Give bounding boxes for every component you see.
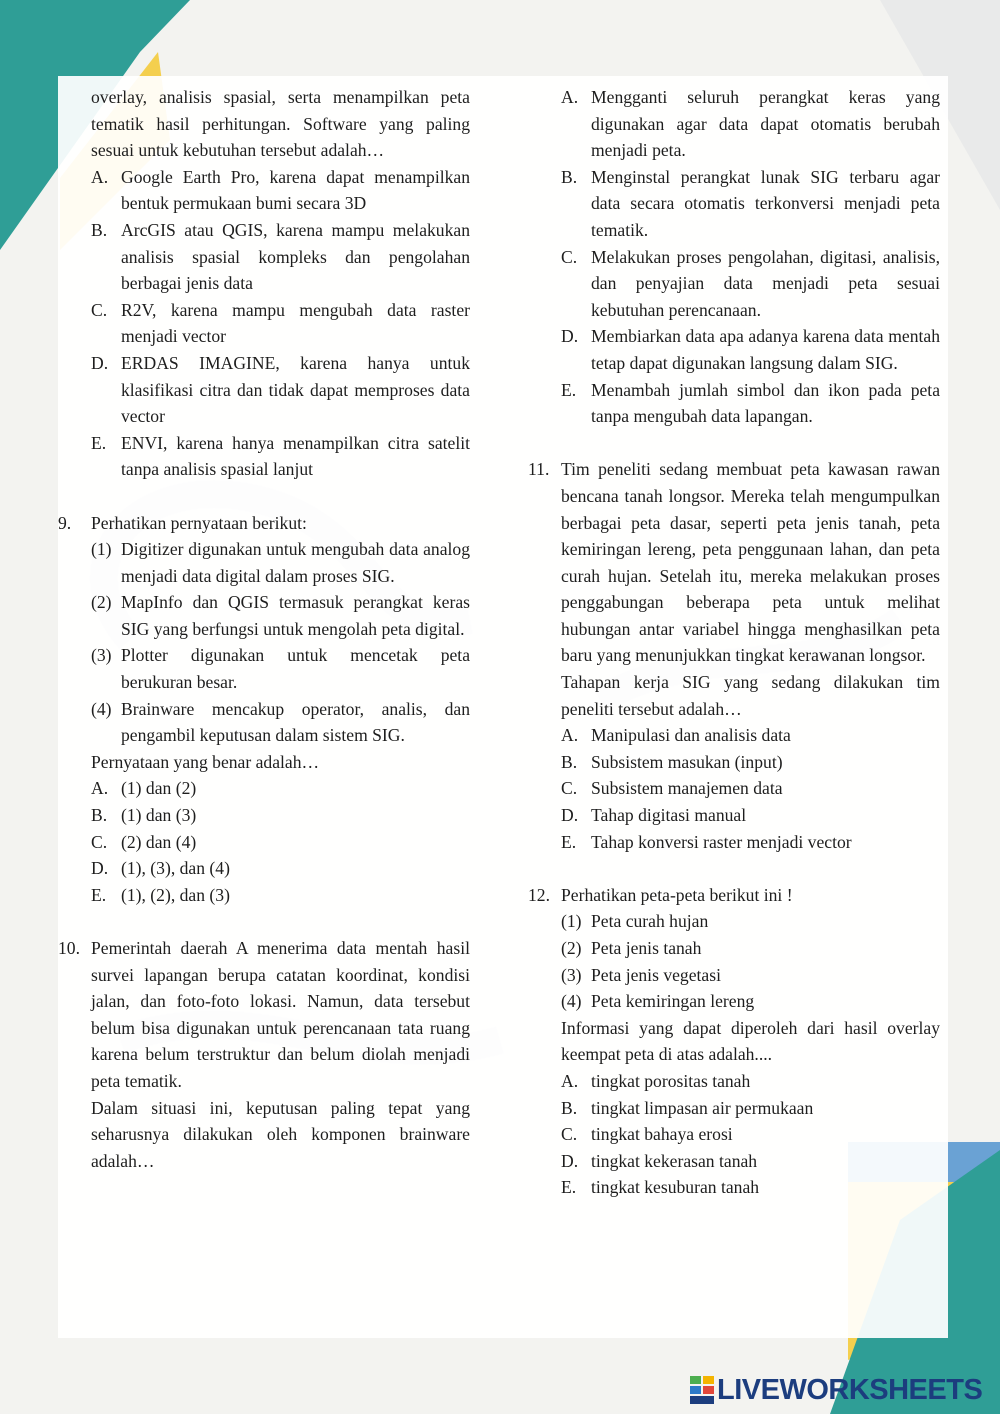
q12-option-a[interactable]: A. tingkat porositas tanah <box>561 1070 751 1091</box>
q9-statement-3: (3) Plotter digunakan untuk mencetak peta berukuran besar. <box>91 645 470 693</box>
q11-number: 11. <box>528 459 550 480</box>
q8-stem-continuation: overlay, analisis spasial, serta menampilkan peta tematik hasil perhitungan. Software yang paling sesuai untuk kebutuhan tersebut adalah… <box>91 87 470 161</box>
q9-stem: 9. Perhatikan pernyataan berikut: <box>58 510 470 537</box>
q12-option-e[interactable]: E. tingkat kesuburan tanah <box>561 1177 760 1198</box>
q12-question: Informasi yang dapat diperoleh dari hasil overlay keempat peta di atas adalah.... <box>561 1017 940 1065</box>
q10-option-a[interactable]: A. Mengganti seluruh perangkat keras yang digunakan agar data dapat otomatis berubah menjadi peta. <box>561 87 940 161</box>
q12-option-c[interactable]: C. tingkat bahaya erosi <box>561 1124 733 1145</box>
left-column <box>58 84 470 1174</box>
q11-stem: 11. Tim peneliti sedang membuat peta kawasan rawan bencana tanah longsor. Mereka telah mengumpulkan berbagai peta dasar, seperti peta jenis tanah, peta kemiringan lereng, peta penggunaan lahan, dan peta curah hujan. Setelah itu, mereka melakukan proses penggabungan beberapa peta untuk melihat hubungan antar variabel hingga menghasilkan peta baru yang menunjukkan tingkat kerawanan longsor. <box>528 456 940 669</box>
liveworksheets-badge-icon <box>690 1376 714 1404</box>
q9-option-a[interactable]: A. (1) dan (2) <box>91 778 197 799</box>
liveworksheets-brand: LIVEWORKSHEETS <box>717 1374 983 1406</box>
q12-statement-2: (2) Peta jenis tanah <box>561 938 702 958</box>
q8-option-b[interactable]: B. ArcGIS atau QGIS, karena mampu melakukan analisis spasial kompleks dan pengolahan berbagai jenis data <box>91 219 470 294</box>
q11-option-a[interactable]: A. Manipulasi dan analisis data <box>561 725 791 746</box>
q11-option-d[interactable]: D. Tahap digitasi manual <box>561 805 747 826</box>
q9-option-c[interactable]: C. (2) dan (4) <box>91 831 197 852</box>
q12-option-b[interactable]: B. tingkat limpasan air permukaan <box>561 1097 814 1118</box>
q10-number: 10. <box>58 938 80 958</box>
q9-question: Pernyataan yang benar adalah… <box>91 751 320 772</box>
q10-question: Dalam situasi ini, keputusan paling tepat yang seharusnya dilakukan oleh komponen brainware adalah… <box>91 1097 470 1171</box>
q9-option-b[interactable]: B. (1) dan (3) <box>91 805 197 826</box>
q8-option-c[interactable]: C. R2V, karena mampu mengubah data raster menjadi vector <box>91 299 470 347</box>
q8-options <box>58 164 470 483</box>
q10-stem: 10. Pemerintah daerah A menerima data mentah hasil survei lapangan berupa catatan koordinat, kondisi jalan, dan foto-foto lokasi. Namun, data tersebut belum bisa digunakan untuk perencanaan tata ruang karena belum terstruktur dan belum diolah menjadi peta tematik. <box>58 935 470 1095</box>
q8-option-d[interactable]: D. ERDAS IMAGINE, karena hanya untuk klasifikasi citra dan tidak dapat memproses data vector <box>91 352 470 427</box>
q12-statement-1: (1) Peta curah hujan <box>561 911 709 932</box>
q12-stem: 12. Perhatikan peta-peta berikut ini ! <box>528 882 940 909</box>
q9-statement-1: (1) Digitizer digunakan untuk mengubah data analog menjadi data digital dalam proses SIG. <box>91 539 470 586</box>
q9-statement-2: (2) MapInfo dan QGIS termasuk perangkat keras SIG yang berfungsi untuk mengolah peta digital. <box>91 592 470 639</box>
q11-option-c[interactable]: C. Subsistem manajemen data <box>561 778 783 799</box>
q9-option-e[interactable]: E. (1), (2), dan (3) <box>91 884 230 905</box>
q11-option-e[interactable]: E. Tahap konversi raster menjadi vector <box>561 831 852 852</box>
q9-option-d[interactable]: D. (1), (3), dan (4) <box>91 858 230 879</box>
q8-option-e[interactable]: E. ENVI, karena hanya menampilkan citra satelit tanpa analisis spasial lanjut <box>91 432 470 480</box>
q11-question: Tahapan kerja SIG yang sedang dilakukan tim peneliti tersebut adalah… <box>561 672 940 719</box>
q9-statement-4: (4) Brainware mencakup operator, analis, dan pengambil keputusan dalam sistem SIG. <box>91 698 470 746</box>
q12-option-d[interactable]: D. tingkat kekerasan tanah <box>561 1150 758 1171</box>
q9-number: 9. <box>58 512 72 533</box>
q12-statement-3: (3) Peta jenis vegetasi <box>561 964 721 985</box>
q8-option-a[interactable]: A. Google Earth Pro, karena dapat menampilkan bentuk permukaan bumi secara 3D <box>91 166 470 214</box>
q10-option-d[interactable]: D. Membiarkan data apa adanya karena data mentah tetap dapat digunakan langsung dalam SIG. <box>561 326 940 373</box>
q11-option-b[interactable]: B. Subsistem masukan (input) <box>561 751 783 772</box>
q10-option-c[interactable]: C. Melakukan proses pengolahan, digitasi, analisis, dan penyajian data menjadi peta sesuai kebutuhan perencanaan. <box>561 246 940 320</box>
right-column <box>528 84 940 1201</box>
q10-option-e[interactable]: E. Menambah jumlah simbol dan ikon pada peta tanpa mengubah data lapangan. <box>561 379 940 427</box>
q12-number: 12. <box>528 884 550 905</box>
q12-statement-4: (4) Peta kemiringan lereng <box>561 991 755 1012</box>
q10-option-b[interactable]: B. Menginstal perangkat lunak SIG terbaru agar data secara otomatis terkonversi menjadi peta tematik. <box>561 166 940 240</box>
liveworksheets-logo[interactable] <box>690 1374 990 1406</box>
